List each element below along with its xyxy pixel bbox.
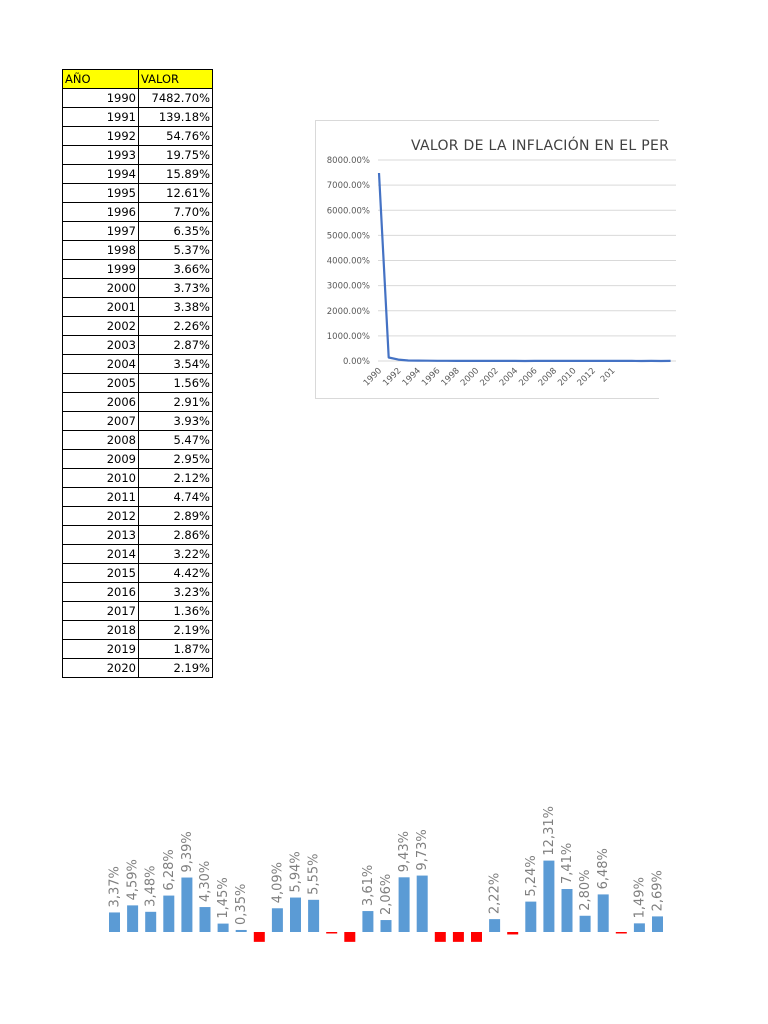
- table-row: [63, 507, 213, 526]
- year-cell: 1991: [63, 108, 139, 127]
- value-cell: 2.19%: [139, 621, 213, 640]
- value-cell: 19.75%: [139, 146, 213, 165]
- bar: [127, 905, 138, 932]
- value-cell: 6.35%: [139, 222, 213, 241]
- table-row: [63, 146, 213, 165]
- x-tick-label: 2008: [536, 366, 560, 389]
- value-cell: 1.87%: [139, 640, 213, 659]
- inflation-data-table: [62, 69, 213, 678]
- bar-data-label: 2,22%: [487, 872, 503, 915]
- year-cell: 1994: [63, 165, 139, 184]
- bar-data-label: 5,55%: [306, 853, 322, 895]
- year-cell: 1996: [63, 203, 139, 222]
- bar: [580, 916, 591, 932]
- bar: [381, 920, 392, 932]
- bar: [507, 932, 518, 934]
- value-cell: 2.86%: [139, 526, 213, 545]
- year-cell: 1992: [63, 127, 139, 146]
- value-cell: 2.19%: [139, 659, 213, 678]
- table-row: [63, 203, 213, 222]
- bar: [543, 861, 554, 932]
- bar-data-label: 6,28%: [161, 849, 177, 891]
- bar: [525, 902, 536, 932]
- year-cell: 2018: [63, 621, 139, 640]
- bar: [163, 896, 174, 932]
- y-tick-label: 2000.00%: [326, 306, 370, 317]
- bar: [399, 877, 410, 932]
- table-row: [63, 374, 213, 393]
- x-tick-label: 2012: [575, 366, 598, 389]
- bar: [181, 878, 192, 932]
- year-cell: 2013: [63, 526, 139, 545]
- value-cell: 3.93%: [139, 412, 213, 431]
- bar-data-label: 4,09%: [270, 861, 286, 904]
- table-body: [63, 89, 213, 678]
- bar: [344, 932, 355, 942]
- value-cell: 2.26%: [139, 317, 213, 336]
- value-cell: 3.23%: [139, 583, 213, 602]
- table-row: [63, 640, 213, 659]
- year-cell: 1997: [63, 222, 139, 241]
- inflation-line: [379, 173, 671, 361]
- bar: [254, 932, 265, 942]
- bar-data-label: 2,06%: [379, 873, 394, 916]
- x-tick-label: 1990: [361, 366, 385, 389]
- bar: [362, 911, 373, 932]
- bar-data-label: 3,48%: [143, 865, 159, 907]
- x-tick-label: 1996: [420, 366, 443, 389]
- table-row: [63, 260, 213, 279]
- bar: [308, 900, 319, 932]
- bar-data-label: 12,31%: [541, 806, 557, 856]
- year-cell: 2006: [63, 393, 139, 412]
- y-tick-label: 8000.00%: [326, 156, 370, 166]
- table-row: [63, 659, 213, 678]
- bar: [598, 894, 609, 932]
- bar-data-label: 4,30%: [198, 860, 213, 903]
- year-cell: 2000: [63, 279, 139, 298]
- table-row: [63, 393, 213, 412]
- value-cell: 54.76%: [139, 127, 213, 146]
- x-tick-label: 2004: [497, 366, 521, 389]
- value-cell: 3.73%: [139, 279, 213, 298]
- bar-data-label: 7,41%: [560, 842, 575, 885]
- x-tick-label: 2002: [478, 366, 501, 389]
- year-cell: 2007: [63, 412, 139, 431]
- year-cell: 2020: [63, 659, 139, 678]
- bar: [218, 924, 229, 932]
- bar: [200, 907, 211, 932]
- value-cell: 4.74%: [139, 488, 213, 507]
- value-cell: 5.47%: [139, 431, 213, 450]
- year-cell: 2016: [63, 583, 139, 602]
- table-row: [63, 488, 213, 507]
- value-cell: 2.87%: [139, 336, 213, 355]
- y-tick-label: 3000.00%: [326, 281, 370, 292]
- value-cell: 3.54%: [139, 355, 213, 374]
- year-cell: 2019: [63, 640, 139, 659]
- year-cell: 2002: [63, 317, 139, 336]
- table-row: [63, 89, 213, 108]
- year-cell: 2015: [63, 564, 139, 583]
- year-cell: 2017: [63, 602, 139, 621]
- y-tick-label: 4000.00%: [326, 256, 370, 267]
- table-row: [63, 127, 213, 146]
- bar-data-label: 9,43%: [397, 830, 413, 873]
- bar-chart-svg: [100, 790, 666, 960]
- year-cell: 2012: [63, 507, 139, 526]
- table-row: [63, 450, 213, 469]
- year-cell: 2004: [63, 355, 139, 374]
- bar: [417, 876, 428, 932]
- value-cell: 7.70%: [139, 203, 213, 222]
- table-row: [63, 621, 213, 640]
- bar: [471, 932, 482, 942]
- year-cell: 2008: [63, 431, 139, 450]
- y-tick-label: 6000.00%: [326, 206, 370, 217]
- table-row: [63, 336, 213, 355]
- value-cell: 3.66%: [139, 260, 213, 279]
- y-tick-label: 7000.00%: [326, 181, 370, 192]
- table-row: [63, 583, 213, 602]
- year-cell: 2010: [63, 469, 139, 488]
- table-row: [63, 279, 213, 298]
- bar-data-label: 3,37%: [107, 866, 123, 908]
- bar-data-label: 0,35%: [234, 883, 250, 925]
- bar: [272, 908, 283, 932]
- value-cell: 1.56%: [139, 374, 213, 393]
- bar-data-label: 1,49%: [632, 877, 648, 919]
- value-cell: 2.89%: [139, 507, 213, 526]
- table-row: [63, 222, 213, 241]
- bar: [453, 932, 464, 942]
- bar: [109, 912, 120, 932]
- table-row: [63, 564, 213, 583]
- value-cell: 4.42%: [139, 564, 213, 583]
- bar: [652, 916, 663, 932]
- x-tick-label: 1992: [381, 366, 404, 389]
- bar-data-label: 9,73%: [415, 829, 431, 871]
- value-cell: 12.61%: [139, 184, 213, 203]
- bar-data-label: 3,61%: [360, 864, 376, 907]
- bar-data-label: 1,45%: [216, 877, 232, 919]
- table-row: [63, 165, 213, 184]
- value-cell: 139.18%: [139, 108, 213, 127]
- year-cell: 1990: [63, 89, 139, 108]
- value-cell: 3.22%: [139, 545, 213, 564]
- bar: [634, 923, 645, 932]
- x-tick-label: 1998: [439, 366, 462, 389]
- year-cell: 2011: [63, 488, 139, 507]
- table-row: [63, 545, 213, 564]
- header-year: AÑO: [63, 70, 139, 89]
- year-cell: 2001: [63, 298, 139, 317]
- bar: [489, 919, 500, 932]
- bar: [236, 930, 247, 932]
- table-row: [63, 431, 213, 450]
- bar: [326, 932, 337, 934]
- x-tick-label: 201: [598, 366, 618, 385]
- line-chart-svg: [316, 121, 670, 400]
- value-cell: 1.36%: [139, 602, 213, 621]
- x-tick-label: 2006: [517, 366, 540, 389]
- bar: [562, 889, 573, 932]
- value-cell: 2.91%: [139, 393, 213, 412]
- table-row: [63, 602, 213, 621]
- table-row: [63, 526, 213, 545]
- value-cell: 15.89%: [139, 165, 213, 184]
- year-cell: 1998: [63, 241, 139, 260]
- x-tick-label: 2000: [458, 366, 482, 389]
- table-row: [63, 241, 213, 260]
- bar-data-label: 5,94%: [288, 851, 304, 893]
- year-cell: 1993: [63, 146, 139, 165]
- line-chart: [315, 120, 670, 399]
- value-cell: 7482.70%: [139, 89, 213, 108]
- y-tick-label: 1000.00%: [326, 331, 370, 342]
- bar-data-label: 9,39%: [179, 831, 195, 873]
- bar: [616, 932, 627, 934]
- year-cell: 2014: [63, 545, 139, 564]
- bar-chart: [100, 790, 666, 960]
- table-row: [63, 469, 213, 488]
- bar: [290, 898, 301, 932]
- bar-data-label: 4,59%: [125, 859, 141, 901]
- bar-data-label: 5,24%: [523, 855, 539, 897]
- year-cell: 2003: [63, 336, 139, 355]
- table-row: [63, 355, 213, 374]
- value-cell: 2.12%: [139, 469, 213, 488]
- year-cell: 2005: [63, 374, 139, 393]
- value-cell: 3.38%: [139, 298, 213, 317]
- table-row: [63, 108, 213, 127]
- x-tick-label: 2010: [556, 366, 579, 389]
- bar-data-label: 2,69%: [650, 870, 666, 912]
- value-cell: 5.37%: [139, 241, 213, 260]
- year-cell: 1995: [63, 184, 139, 203]
- table-row: [63, 184, 213, 203]
- table-row: [63, 412, 213, 431]
- year-cell: 1999: [63, 260, 139, 279]
- value-cell: 2.95%: [139, 450, 213, 469]
- table-row: [63, 317, 213, 336]
- y-tick-label: 0.00%: [342, 357, 370, 367]
- x-tick-label: 1994: [400, 366, 424, 389]
- bar: [145, 912, 156, 932]
- bar-data-label: 2,80%: [578, 869, 594, 911]
- table-row: [63, 298, 213, 317]
- table-header-row: [63, 70, 213, 89]
- chart-title: VALOR DE LA INFLACIÓN EN EL PER: [411, 138, 670, 154]
- header-value: VALOR: [139, 70, 213, 89]
- year-cell: 2009: [63, 450, 139, 469]
- y-tick-label: 5000.00%: [326, 231, 370, 242]
- bar: [435, 932, 446, 942]
- bar-data-label: 6,48%: [596, 848, 612, 890]
